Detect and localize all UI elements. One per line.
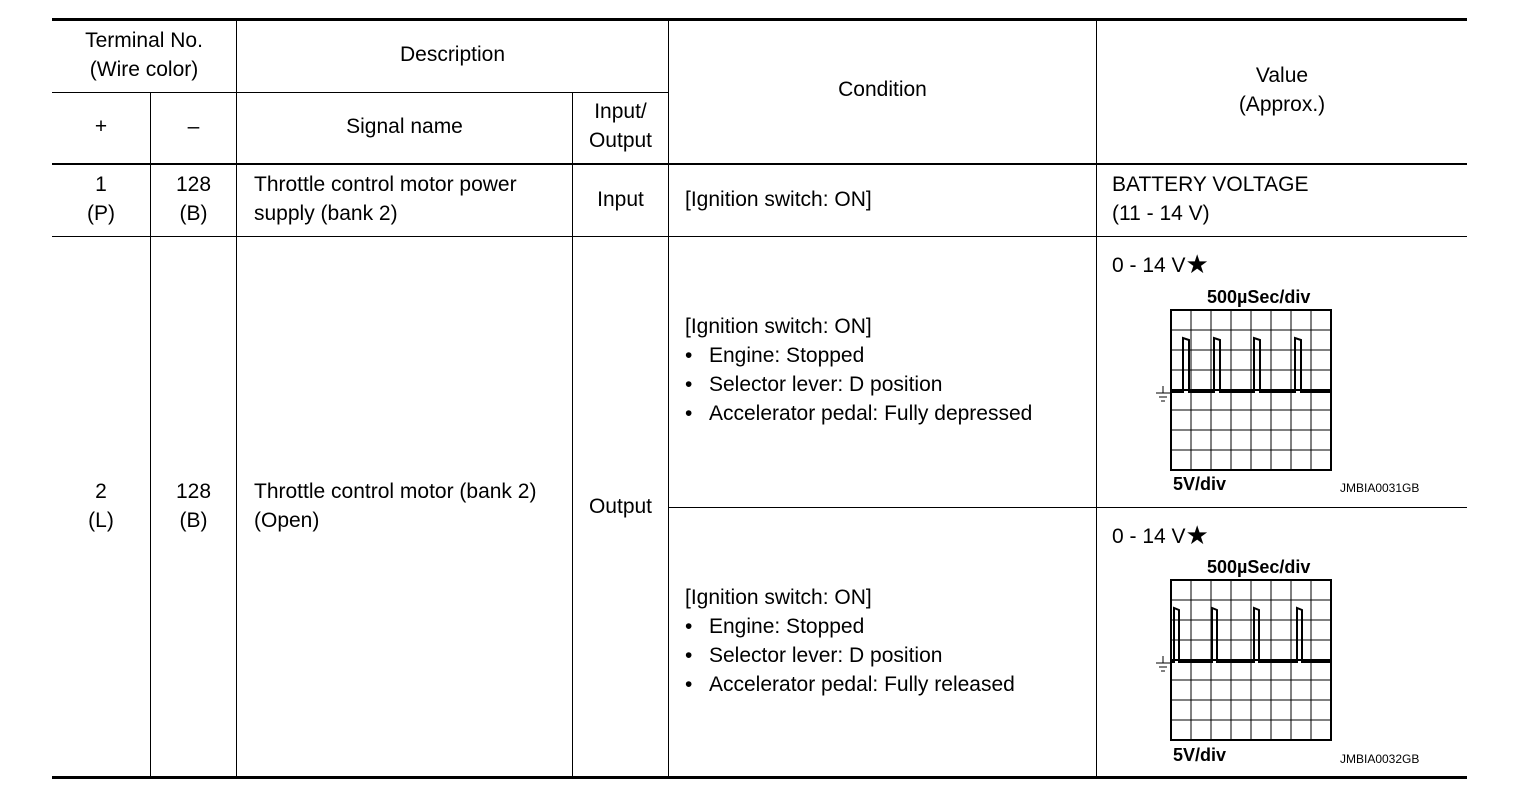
row2-value-a: 0 - 14 V★ [1112,249,1209,279]
condition-bullet: • Selector lever: D position [685,644,943,667]
row1-plus-terminal: 1 (P) [87,173,115,225]
oscilloscope-graph-depressed [1150,308,1334,476]
row2-value-b: 0 - 14 V★ [1112,520,1209,550]
condition-bullet: • Engine: Stopped [685,344,865,367]
header-minus: – [187,115,200,138]
condition-divider [669,507,1467,508]
header-bottom-border [52,163,1467,165]
row2-io: Output [588,495,653,518]
scope-a-timebase: 500µSec/div [1207,287,1311,307]
row1-value: BATTERY VOLTAGE (11 - 14 V) [1112,173,1309,225]
bottom-border [52,776,1467,779]
row1-condition: [Ignition switch: ON] [685,188,872,211]
scope-a-figure-code: JMBIA0031GB [1340,481,1420,495]
star-icon: ★ [1185,249,1209,279]
condition-bullet: • Accelerator pedal: Fully released [685,673,1015,696]
condition-bullet: • Selector lever: D position [685,373,943,396]
top-border [52,18,1467,21]
row2-condition-a [685,312,1032,428]
row1-signal-name: Throttle control motor power supply (bank 2) [254,173,517,225]
scope-b-figure-code: JMBIA0032GB [1340,752,1420,766]
row2-plus-terminal: 2 (L) [88,480,114,532]
header-signal-name: Signal name [346,115,463,138]
scope-b-timebase: 500µSec/div [1207,557,1311,577]
row2-minus-terminal: 128 (B) [175,480,212,532]
row1-minus-terminal: 128 (B) [175,173,212,225]
condition-bullet: • Engine: Stopped [685,615,865,638]
header-input-output: Input/ Output [588,100,653,152]
row1-io: Input [597,188,644,211]
header-plus: + [94,115,108,138]
star-icon: ★ [1185,520,1209,550]
scope-b-volts: 5V/div [1173,745,1227,765]
row-divider [52,236,1467,237]
header-subdivider [52,92,669,93]
header-terminal-no: Terminal No. (Wire color) [85,29,203,81]
condition-heading: [Ignition switch: ON] [685,315,872,338]
scope-a-volts: 5V/div [1173,474,1227,494]
col-divider-value [1096,20,1097,778]
oscilloscope-graph-released [1150,578,1334,746]
row2-signal-name: Throttle control motor (bank 2) (Open) [254,480,537,532]
condition-heading: [Ignition switch: ON] [685,586,872,609]
condition-bullet: • Accelerator pedal: Fully depressed [685,402,1033,425]
col-divider-condition [668,20,669,778]
header-condition: Condition [838,78,927,101]
header-value: Value (Approx.) [1238,64,1326,116]
header-description: Description [399,43,506,66]
row2-condition-b [685,583,1015,699]
